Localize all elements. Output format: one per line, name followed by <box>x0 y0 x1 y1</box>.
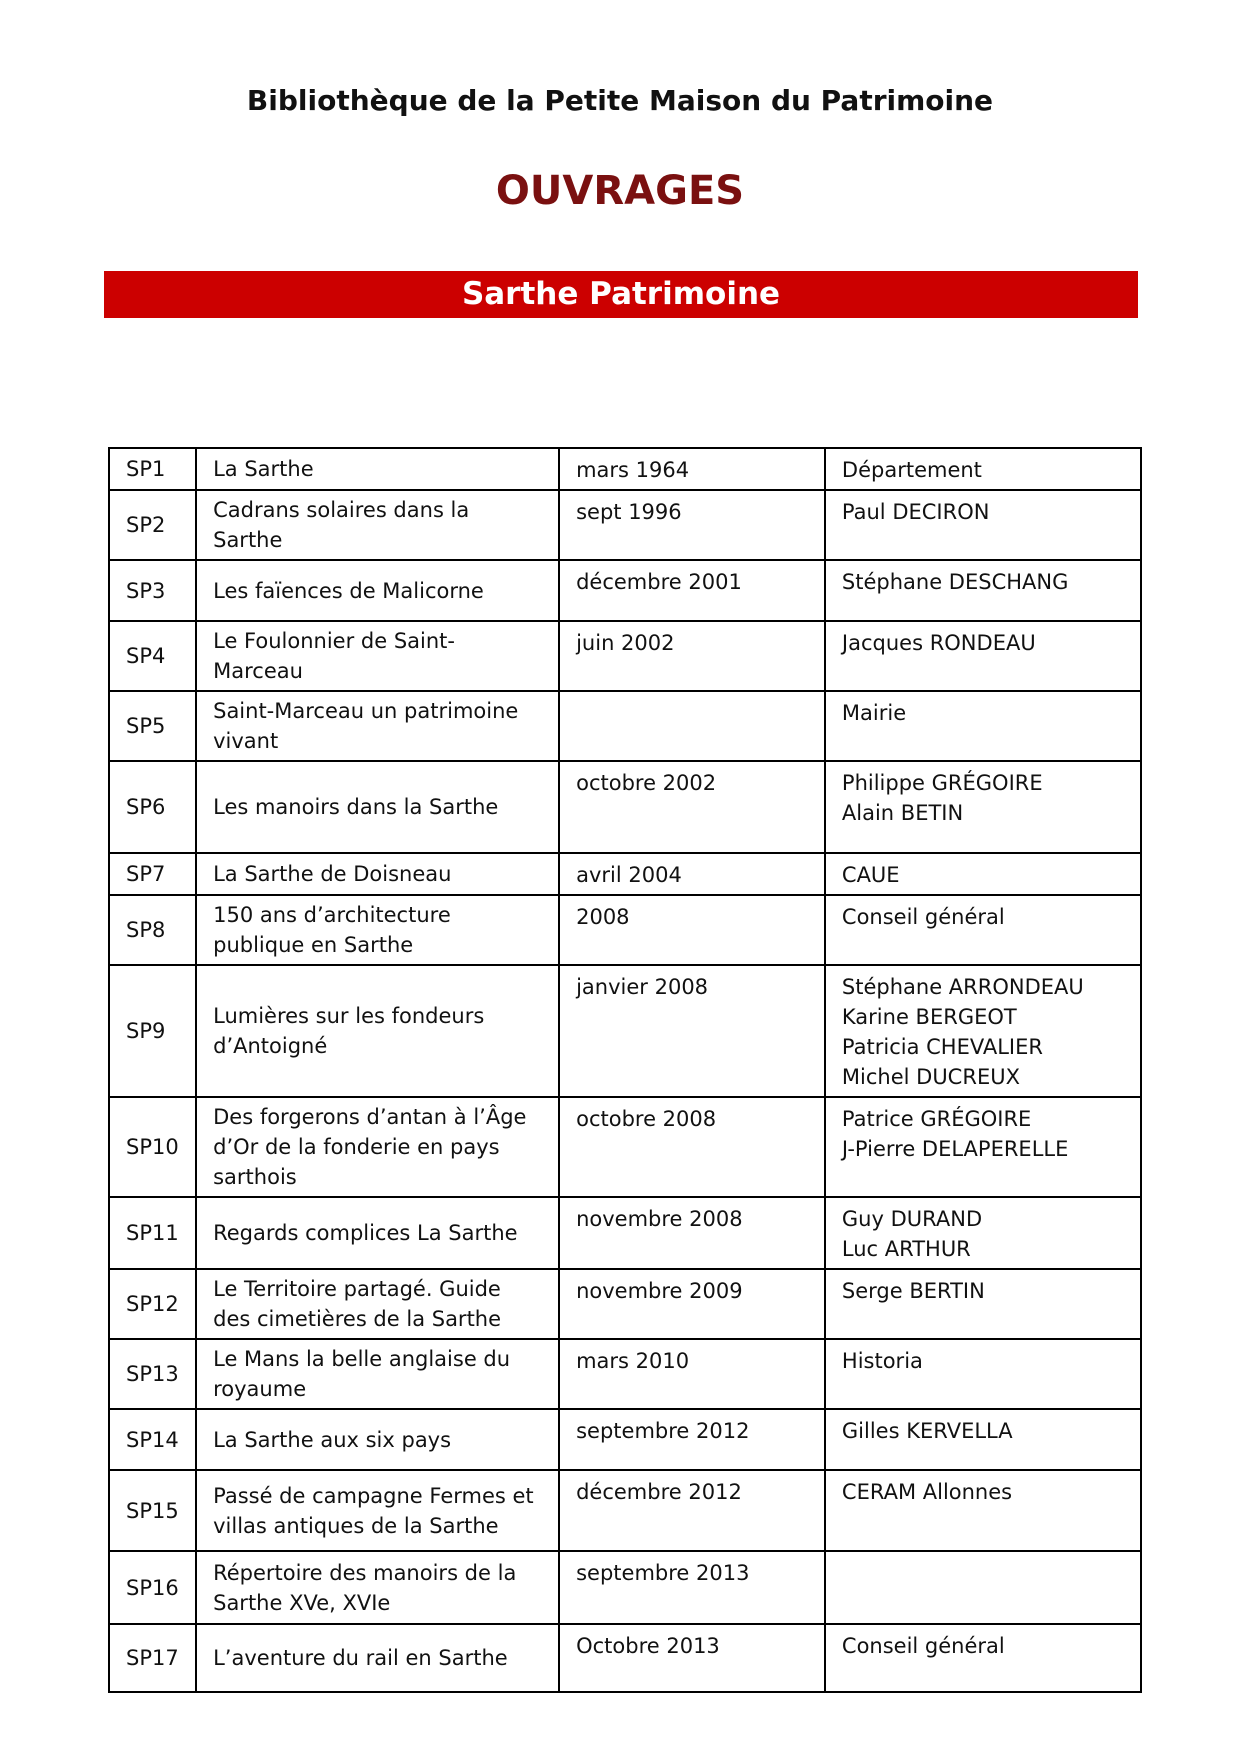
table-row <box>109 965 1141 1097</box>
table-row <box>109 448 1141 490</box>
author-name: Conseil général <box>841 1634 1005 1658</box>
book-title: Lumières sur les fondeurs d’Antoigné <box>196 965 559 1097</box>
author-name: Paul DECIRON <box>841 500 990 524</box>
book-date: mars 1964 <box>559 448 825 490</box>
table-row <box>109 490 1141 560</box>
book-date: décembre 2012 <box>559 1470 825 1551</box>
book-title: Le Territoire partagé. Guide des cimetières de la Sarthe <box>196 1269 559 1339</box>
book-date: septembre 2013 <box>559 1551 825 1624</box>
book-authors <box>825 1097 1141 1197</box>
book-authors <box>825 895 1141 965</box>
author-name: Stéphane ARRONDEAU <box>841 975 1084 999</box>
book-title: Les manoirs dans la Sarthe <box>196 761 559 853</box>
author-name: Mairie <box>841 701 907 725</box>
book-title: La Sarthe aux six pays <box>196 1409 559 1470</box>
book-authors <box>825 1470 1141 1551</box>
book-code: SP7 <box>109 853 196 895</box>
book-title: Saint-Marceau un patrimoine vivant <box>196 691 559 761</box>
book-authors <box>825 965 1141 1097</box>
book-code: SP15 <box>109 1470 196 1551</box>
book-date: Octobre 2013 <box>559 1624 825 1692</box>
book-code: SP3 <box>109 560 196 621</box>
book-code: SP6 <box>109 761 196 853</box>
book-title: Répertoire des manoirs de la Sarthe XVe, XVIe <box>196 1551 559 1624</box>
table-row <box>109 895 1141 965</box>
author-name: Gilles KERVELLA <box>841 1419 1013 1443</box>
table-row <box>109 761 1141 853</box>
author-name: Département <box>841 458 982 482</box>
book-authors <box>825 1197 1141 1269</box>
author-name: Jacques RONDEAU <box>841 631 1036 655</box>
author-name: Patrice GRÉGOIRE <box>841 1107 1032 1131</box>
book-authors <box>825 1624 1141 1692</box>
table-row <box>109 1624 1141 1692</box>
section-title: OUVRAGES <box>495 168 745 214</box>
book-authors <box>825 691 1141 761</box>
book-title: Le Mans la belle anglaise du royaume <box>196 1339 559 1409</box>
book-code: SP11 <box>109 1197 196 1269</box>
table-row <box>109 691 1141 761</box>
books-table-body <box>109 448 1141 1692</box>
book-code: SP12 <box>109 1269 196 1339</box>
book-title: Cadrans solaires dans la Sarthe <box>196 490 559 560</box>
book-code: SP1 <box>109 448 196 490</box>
book-title: Des forgerons d’antan à l’Âge d’Or de la fonderie en pays sarthois <box>196 1097 559 1197</box>
book-authors <box>825 761 1141 853</box>
author-name: Historia <box>841 1349 923 1373</box>
table-row <box>109 1409 1141 1470</box>
book-authors <box>825 853 1141 895</box>
book-date: janvier 2008 <box>559 965 825 1097</box>
book-authors <box>825 1269 1141 1339</box>
table-row <box>109 1339 1141 1409</box>
book-code: SP8 <box>109 895 196 965</box>
book-date: septembre 2012 <box>559 1409 825 1470</box>
book-date <box>559 691 825 761</box>
table-row <box>109 1197 1141 1269</box>
book-code: SP4 <box>109 621 196 691</box>
book-authors <box>825 448 1141 490</box>
table-row <box>109 1269 1141 1339</box>
table-row <box>109 1470 1141 1551</box>
book-date: octobre 2008 <box>559 1097 825 1197</box>
book-code: SP9 <box>109 965 196 1097</box>
author-name: J-Pierre DELAPERELLE <box>841 1137 1069 1161</box>
book-date: sept 1996 <box>559 490 825 560</box>
author-name: Karine BERGEOT <box>841 1005 1017 1029</box>
table-row <box>109 853 1141 895</box>
books-table <box>108 447 1142 1693</box>
book-date: novembre 2009 <box>559 1269 825 1339</box>
book-title: Le Foulonnier de Saint-Marceau <box>196 621 559 691</box>
book-title: Regards complices La Sarthe <box>196 1197 559 1269</box>
author-name: Luc ARTHUR <box>841 1237 971 1261</box>
category-banner: Sarthe Patrimoine <box>104 271 1138 318</box>
book-code: SP14 <box>109 1409 196 1470</box>
book-code: SP5 <box>109 691 196 761</box>
book-date: décembre 2001 <box>559 560 825 621</box>
table-row <box>109 621 1141 691</box>
book-code: SP16 <box>109 1551 196 1624</box>
author-name: CERAM Allonnes <box>841 1480 1013 1504</box>
book-title: L’aventure du rail en Sarthe <box>196 1624 559 1692</box>
book-title: La Sarthe de Doisneau <box>196 853 559 895</box>
book-code: SP13 <box>109 1339 196 1409</box>
author-name: Conseil général <box>841 905 1005 929</box>
book-title: Passé de campagne Fermes et villas antiques de la Sarthe <box>196 1470 559 1551</box>
book-date: avril 2004 <box>559 853 825 895</box>
book-date: juin 2002 <box>559 621 825 691</box>
book-authors <box>825 1339 1141 1409</box>
book-title: La Sarthe <box>196 448 559 490</box>
book-date: novembre 2008 <box>559 1197 825 1269</box>
book-date: 2008 <box>559 895 825 965</box>
book-authors <box>825 1409 1141 1470</box>
book-date: octobre 2002 <box>559 761 825 853</box>
library-title: Bibliothèque de la Petite Maison du Patrimoine <box>246 84 994 117</box>
book-title: 150 ans d’architecture publique en Sarthe <box>196 895 559 965</box>
book-code: SP17 <box>109 1624 196 1692</box>
author-name: Patricia CHEVALIER <box>841 1035 1043 1059</box>
author-name: Alain BETIN <box>841 801 964 825</box>
book-code: SP10 <box>109 1097 196 1197</box>
author-name: CAUE <box>841 863 900 887</box>
book-authors <box>825 490 1141 560</box>
table-row <box>109 560 1141 621</box>
book-code: SP2 <box>109 490 196 560</box>
author-name: Stéphane DESCHANG <box>841 570 1069 594</box>
author-name: Guy DURAND <box>841 1207 983 1231</box>
book-authors <box>825 1551 1141 1624</box>
book-date: mars 2010 <box>559 1339 825 1409</box>
author-name: Philippe GRÉGOIRE <box>841 771 1043 795</box>
author-name: Michel DUCREUX <box>841 1065 1020 1089</box>
book-title: Les faïences de Malicorne <box>196 560 559 621</box>
book-authors <box>825 621 1141 691</box>
author-name: Serge BERTIN <box>841 1279 985 1303</box>
table-row <box>109 1097 1141 1197</box>
book-authors <box>825 560 1141 621</box>
table-row <box>109 1551 1141 1624</box>
